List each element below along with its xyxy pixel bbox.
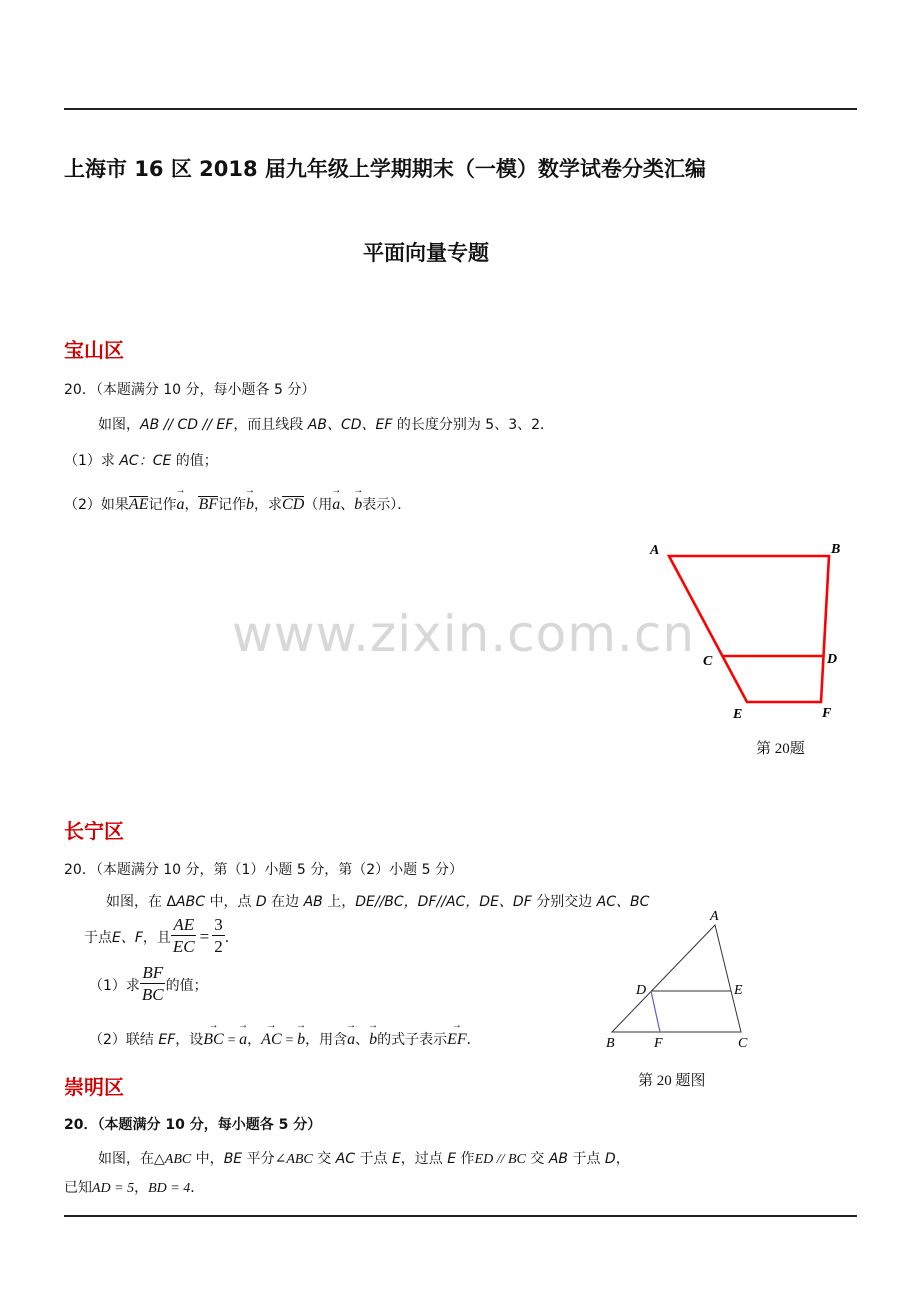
changning-part2 xyxy=(89,1029,481,1049)
math-run: D xyxy=(255,894,267,910)
text-run: 分别交边 xyxy=(531,894,597,910)
label-d: D xyxy=(827,652,838,667)
vector-b: → b xyxy=(246,496,254,514)
text-run: ， xyxy=(134,1180,149,1196)
text-run: 表示）． xyxy=(362,497,412,513)
fraction-three-halves xyxy=(212,915,225,958)
text-run: 如图，在 Δ xyxy=(106,894,177,910)
math-run: BE xyxy=(223,1151,243,1167)
bottom-rule xyxy=(64,1215,857,1217)
math-run: E、F xyxy=(112,929,143,946)
text-run: （2）联结 xyxy=(89,1032,159,1048)
text-run: ． xyxy=(466,1032,481,1048)
text-run: 记作 xyxy=(218,497,247,513)
label-c: C xyxy=(703,654,713,669)
fraction-bf-bc xyxy=(140,963,166,1006)
chongming-question-line2 xyxy=(64,1177,204,1197)
math-run: ED // BC xyxy=(474,1152,526,1167)
text-run: 交 xyxy=(525,1151,549,1167)
math-run: E xyxy=(391,1151,401,1167)
vector-bc: → BC xyxy=(203,1031,223,1049)
math-run: AB // CD // EF xyxy=(140,417,234,433)
label-a: A xyxy=(650,543,660,558)
text-run: 中，点 xyxy=(205,894,256,910)
text-run: （2）如果 xyxy=(64,497,129,513)
watermark: www.zixin.com.cn xyxy=(232,605,696,663)
text-run: ，设 xyxy=(175,1032,204,1048)
label-d: D xyxy=(636,983,647,998)
equals-sign: = xyxy=(226,1033,237,1048)
text-run: 的值； xyxy=(165,977,208,994)
text-run: 于点 xyxy=(84,929,112,946)
math-run: AB、CD、EF xyxy=(307,417,393,433)
math-run: AD = 5 xyxy=(92,1181,135,1196)
label-f: F xyxy=(822,706,832,721)
baoshan-figure-trapezoid xyxy=(640,536,850,726)
vector-b: → b xyxy=(369,1031,377,1049)
text-run: ，用含 xyxy=(305,1032,348,1048)
changning-part1 xyxy=(89,963,208,1006)
fraction-ae-ec xyxy=(171,915,197,958)
text-run: ， xyxy=(247,1032,262,1048)
text-run: ，而且线段 xyxy=(233,417,308,433)
vector-a: → a xyxy=(332,496,340,514)
vector-ae: AE xyxy=(128,496,149,513)
math-run: ABC xyxy=(176,894,205,910)
text-run: 于点 xyxy=(355,1151,392,1167)
text-run: 、 xyxy=(340,497,355,513)
vector-ac: → AC xyxy=(261,1031,281,1049)
text-run: ， xyxy=(615,1151,630,1167)
fraction-numerator: AE xyxy=(173,915,195,934)
fraction-denominator: EC xyxy=(172,937,195,956)
label-a: A xyxy=(710,909,719,924)
chongming-question-line1 xyxy=(98,1148,630,1168)
baoshan-question-line1 xyxy=(98,414,554,434)
changning-figure-triangle xyxy=(598,905,758,1055)
math-run: BD = 4 xyxy=(148,1181,191,1196)
district-changning-heading: 长宁区 xyxy=(64,819,124,843)
vector-a: → a xyxy=(347,1031,355,1049)
text-run: 的式子表示 xyxy=(377,1032,448,1048)
text-run: 已知 xyxy=(64,1180,92,1196)
label-b: B xyxy=(831,542,841,557)
text-run: 中， xyxy=(191,1151,224,1167)
text-run: 平分 xyxy=(242,1151,275,1167)
fraction-numerator: BF xyxy=(142,963,164,982)
document-title: 上海市 16 区 2018 届九年级上学期期末（一模）数学试卷分类汇编 xyxy=(64,157,706,181)
baoshan-part2 xyxy=(64,494,411,514)
text-run: ． xyxy=(224,929,239,946)
math-run: AC：CE xyxy=(119,453,172,469)
text-run: 的长度分别为 5、3、2． xyxy=(392,417,555,433)
math-run: EF xyxy=(158,1032,176,1048)
changning-question-header: 20．（本题满分 10 分，第（1）小题 5 分，第（2）小题 5 分） xyxy=(64,862,463,878)
text-run: （1）求 xyxy=(89,977,140,994)
baoshan-question-header: 20．（本题满分 10 分，每小题各 5 分） xyxy=(64,382,316,398)
label-e: E xyxy=(734,983,743,998)
changning-question-line1 xyxy=(106,891,649,911)
trapezoid-outline xyxy=(669,556,829,702)
label-e: E xyxy=(733,707,743,722)
text-run: ， xyxy=(184,497,199,513)
math-run: AB xyxy=(548,1151,568,1167)
top-rule xyxy=(64,108,857,110)
segment-df xyxy=(651,991,660,1032)
text-run: 、 xyxy=(355,1032,370,1048)
equals-sign: = xyxy=(284,1033,295,1048)
label-b: B xyxy=(606,1036,615,1051)
vector-b: → b xyxy=(354,496,362,514)
district-baoshan-heading: 宝山区 xyxy=(64,338,124,362)
vector-a: → a xyxy=(176,496,184,514)
triangle-abc xyxy=(612,925,741,1032)
text-run: 在边 xyxy=(266,894,304,910)
math-run: ∠ABC xyxy=(274,1152,313,1167)
fraction-denominator: BC xyxy=(141,985,164,1004)
text-run: 于点 xyxy=(568,1151,605,1167)
vector-cd: CD xyxy=(282,496,305,513)
document-subtitle: 平面向量专题 xyxy=(363,241,489,265)
text-run: 作 xyxy=(456,1151,475,1167)
text-run: ，且 xyxy=(142,929,171,946)
label-f: F xyxy=(654,1036,663,1051)
math-run: AC、BC xyxy=(596,894,650,910)
text-run: ，求 xyxy=(254,497,283,513)
chongming-question-header: 20．（本题满分 10 分，每小题各 5 分） xyxy=(64,1117,322,1133)
vector-ef: → EF xyxy=(447,1031,467,1049)
math-run: DE//BC，DF//AC，DE、DF xyxy=(355,894,532,910)
math-run: AB xyxy=(303,894,323,910)
changning-figure-caption: 第 20 题图 xyxy=(638,1073,706,1089)
math-run: D xyxy=(604,1151,616,1167)
text-run: 交 xyxy=(312,1151,336,1167)
text-run: ，过点 xyxy=(400,1151,448,1167)
equals-sign: = xyxy=(199,926,210,946)
text-run: ． xyxy=(190,1180,205,1196)
baoshan-part1 xyxy=(64,450,218,470)
text-run: 如图， xyxy=(98,417,140,433)
math-run: E xyxy=(447,1151,457,1167)
text-run: 记作 xyxy=(148,497,177,513)
district-chongming-heading: 崇明区 xyxy=(64,1075,124,1099)
fraction-numerator: 3 xyxy=(214,915,223,934)
vector-bf: BF xyxy=(198,496,219,513)
math-run: ABC xyxy=(164,1152,192,1167)
fraction-denominator: 2 xyxy=(214,937,223,956)
text-run: 的值； xyxy=(171,453,218,469)
text-run: （用 xyxy=(304,497,333,513)
text-run: （1）求 xyxy=(64,453,120,469)
math-run: AC xyxy=(335,1151,356,1167)
label-c: C xyxy=(738,1036,748,1051)
baoshan-figure-caption: 第 20题 xyxy=(756,741,805,757)
vector-a: → a xyxy=(239,1031,247,1049)
text-run: 如图，在△ xyxy=(98,1151,165,1167)
text-run: 上， xyxy=(322,894,356,910)
changning-question-line2 xyxy=(84,915,239,958)
vector-b: → b xyxy=(297,1031,305,1049)
